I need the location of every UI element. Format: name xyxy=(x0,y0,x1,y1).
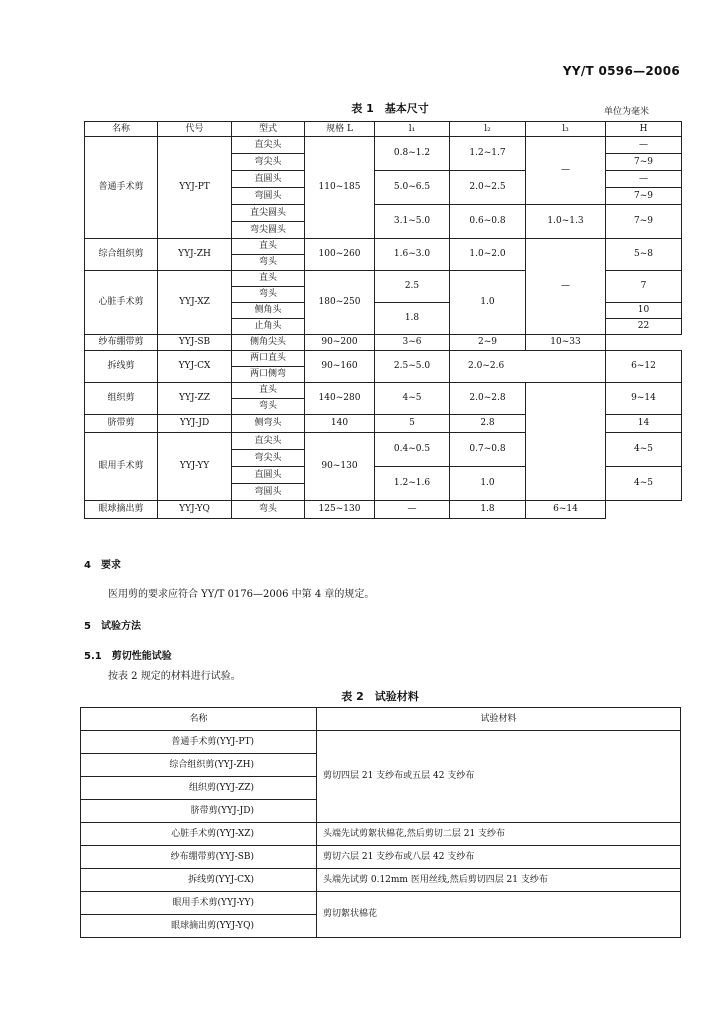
row-type: 弯尖头 xyxy=(232,450,305,467)
material-cell: 剪切四层 21 支纱布或五层 42 支纱布 xyxy=(317,731,681,823)
row-name: 组织剪 xyxy=(85,383,158,415)
row-spec: 110~185 xyxy=(305,137,375,239)
row-type: 止角头 xyxy=(232,319,305,335)
material-cell: 剪切六层 21 支纱布或八层 42 支纱布 xyxy=(317,846,681,869)
row-code: YYJ-YY xyxy=(158,433,232,501)
h-cell: 4~5 xyxy=(606,433,682,467)
row-code: YYJ-SB xyxy=(158,335,232,351)
row-code: YYJ-ZH xyxy=(158,239,232,271)
row-type: 两口直头 xyxy=(232,351,305,367)
section-5-heading: 5 试验方法 xyxy=(84,621,141,632)
h-cell: 7~9 xyxy=(606,154,682,171)
row-type: 直头 xyxy=(232,271,305,287)
basic-dimensions-table xyxy=(84,121,682,519)
row-name: 普通手术剪 xyxy=(85,137,158,239)
row-name: 心脏手术剪 xyxy=(85,271,158,335)
row-name: 拆线剪(YYJ-CX) xyxy=(81,869,317,892)
row-type: 直头 xyxy=(232,239,305,255)
table-row xyxy=(85,335,682,351)
column-header: l₁ xyxy=(375,122,450,137)
l1-cell: 2.5~5.0 xyxy=(375,351,450,383)
column-header: 代号 xyxy=(158,122,232,137)
table-row xyxy=(81,823,681,846)
l3-cell xyxy=(526,383,606,501)
row-type: 弯圆头 xyxy=(232,188,305,205)
row-type: 弯头 xyxy=(232,501,305,519)
l2-cell: 1.0 xyxy=(450,467,526,501)
row-type: 侧弯头 xyxy=(232,415,305,433)
h-cell: 6~12 xyxy=(606,351,682,383)
row-name: 眼球摘出剪(YYJ-YQ) xyxy=(81,915,317,938)
row-spec: 180~250 xyxy=(305,271,375,335)
row-type: 直圆头 xyxy=(232,467,305,484)
material-cell: 头端先试剪絮状棉花,然后剪切二层 21 支纱布 xyxy=(317,823,681,846)
h-cell: 4~5 xyxy=(606,467,682,501)
h-cell: 7~9 xyxy=(606,205,682,239)
l3-cell: 1.0~1.3 xyxy=(526,205,606,239)
row-name: 综合组织剪(YYJ-ZH) xyxy=(81,754,317,777)
row-code: YYJ-XZ xyxy=(158,271,232,335)
h-cell: 14 xyxy=(606,415,682,433)
table-row xyxy=(85,239,682,255)
row-name: 综合组织剪 xyxy=(85,239,158,271)
material-cell: 剪切絮状棉花 xyxy=(317,892,681,938)
table-row xyxy=(85,351,682,367)
section-5-1-heading: 5.1 剪切性能试验 xyxy=(84,651,172,662)
l1-cell: — xyxy=(375,501,450,519)
l3-cell: — xyxy=(526,137,606,205)
row-spec: 140 xyxy=(305,415,375,433)
row-spec: 90~130 xyxy=(305,433,375,501)
table-header-row xyxy=(85,122,682,137)
row-type: 直头 xyxy=(232,383,305,399)
row-spec: 100~260 xyxy=(305,239,375,271)
row-spec: 90~160 xyxy=(305,351,375,383)
l2-cell: 2.8 xyxy=(450,415,526,433)
table-row xyxy=(81,892,681,915)
l1-cell: 0.4~0.5 xyxy=(375,433,450,467)
l2-cell: 1.0 xyxy=(450,271,526,335)
l2-cell: 2~9 xyxy=(450,335,526,351)
row-name: 脐带剪 xyxy=(85,415,158,433)
row-type: 侧角尖头 xyxy=(232,335,305,351)
row-type: 直尖头 xyxy=(232,137,305,154)
l2-cell: 2.0~2.8 xyxy=(450,383,526,415)
row-type: 弯尖圆头 xyxy=(232,222,305,239)
row-name: 普通手术剪(YYJ-PT) xyxy=(81,731,317,754)
section-5-1-text: 按表 2 规定的材料进行试验。 xyxy=(108,671,241,682)
l1-cell: 0.8~1.2 xyxy=(375,137,450,171)
row-type: 两口侧弯 xyxy=(232,367,305,383)
l1-cell: 4~5 xyxy=(375,383,450,415)
row-name: 拆线剪 xyxy=(85,351,158,383)
l3-cell: — xyxy=(526,239,606,335)
row-code: YYJ-CX xyxy=(158,351,232,383)
l1-cell: 3~6 xyxy=(375,335,450,351)
row-type: 弯尖头 xyxy=(232,154,305,171)
row-type: 侧角头 xyxy=(232,303,305,319)
column-header: l₂ xyxy=(450,122,526,137)
column-header: 名称 xyxy=(85,122,158,137)
row-type: 直尖圆头 xyxy=(232,205,305,222)
l2-cell: 1.0~2.0 xyxy=(450,239,526,271)
column-header: 规格 L xyxy=(305,122,375,137)
column-header: 型式 xyxy=(232,122,305,137)
h-cell: 22 xyxy=(606,319,682,335)
row-code: YYJ-PT xyxy=(158,137,232,239)
table-header-row xyxy=(81,708,681,731)
l2-cell: 2.0~2.5 xyxy=(450,171,526,205)
l1-cell: 1.8 xyxy=(375,303,450,335)
row-type: 弯头 xyxy=(232,255,305,271)
table-row xyxy=(85,137,682,154)
table-row xyxy=(85,501,682,519)
h-cell: — xyxy=(606,137,682,154)
row-spec: 140~280 xyxy=(305,383,375,415)
table-row xyxy=(81,869,681,892)
column-header: l₃ xyxy=(526,122,606,137)
row-code: YYJ-ZZ xyxy=(158,383,232,415)
row-name: 纱布绷带剪 xyxy=(85,335,158,351)
row-name: 眼用手术剪 xyxy=(85,433,158,501)
h-cell: 10~33 xyxy=(526,335,606,351)
l2-cell: 1.2~1.7 xyxy=(450,137,526,171)
row-type: 弯头 xyxy=(232,399,305,415)
standard-number: YY/T 0596—2006 xyxy=(562,64,680,78)
l1-cell: 5 xyxy=(375,415,450,433)
table-row xyxy=(85,383,682,399)
table1-unit: 单位为毫米 xyxy=(604,107,650,117)
section-4-heading: 4 要求 xyxy=(84,560,121,571)
row-spec: 90~200 xyxy=(305,335,375,351)
h-cell: 7~9 xyxy=(606,188,682,205)
row-type: 直尖头 xyxy=(232,433,305,450)
row-type: 弯圆头 xyxy=(232,484,305,501)
row-name: 心脏手术剪(YYJ-XZ) xyxy=(81,823,317,846)
row-code: YYJ-JD xyxy=(158,415,232,433)
h-cell: — xyxy=(606,171,682,188)
row-name: 眼用手术剪(YYJ-YY) xyxy=(81,892,317,915)
row-spec: 125~130 xyxy=(305,501,375,519)
row-type: 直圆头 xyxy=(232,171,305,188)
l1-cell: 5.0~6.5 xyxy=(375,171,450,205)
table2-title: 表 2 试验材料 xyxy=(341,690,419,703)
row-code: YYJ-YQ xyxy=(158,501,232,519)
l2-cell: 2.0~2.6 xyxy=(450,351,606,383)
section-4-text: 医用剪的要求应符合 YY/T 0176—2006 中第 4 章的规定。 xyxy=(108,589,375,600)
row-name: 脐带剪(YYJ-JD) xyxy=(81,800,317,823)
material-cell: 头端先试剪 0.12mm 医用丝线,然后剪切四层 21 支纱布 xyxy=(317,869,681,892)
l1-cell: 2.5 xyxy=(375,271,450,303)
h-cell: 7 xyxy=(606,271,682,303)
row-type: 弯头 xyxy=(232,287,305,303)
l2-cell: 0.6~0.8 xyxy=(450,205,526,239)
column-header: 试验材料 xyxy=(317,708,681,731)
l1-cell: 3.1~5.0 xyxy=(375,205,450,239)
table1-title: 表 1 基本尺寸 xyxy=(351,102,429,115)
table-row xyxy=(81,731,681,754)
h-cell: 10 xyxy=(606,303,682,319)
l1-cell: 1.2~1.6 xyxy=(375,467,450,501)
l2-cell: 1.8 xyxy=(450,501,526,519)
column-header: 名称 xyxy=(81,708,317,731)
table-row xyxy=(81,846,681,869)
row-name: 眼球摘出剪 xyxy=(85,501,158,519)
column-header: H xyxy=(606,122,682,137)
row-name: 纱布绷带剪(YYJ-SB) xyxy=(81,846,317,869)
h-cell: 9~14 xyxy=(606,383,682,415)
row-name: 组织剪(YYJ-ZZ) xyxy=(81,777,317,800)
l1-cell: 1.6~3.0 xyxy=(375,239,450,271)
h-cell: 5~8 xyxy=(606,239,682,271)
l2-cell: 0.7~0.8 xyxy=(450,433,526,467)
test-materials-table xyxy=(80,707,681,938)
h-cell: 6~14 xyxy=(526,501,606,519)
